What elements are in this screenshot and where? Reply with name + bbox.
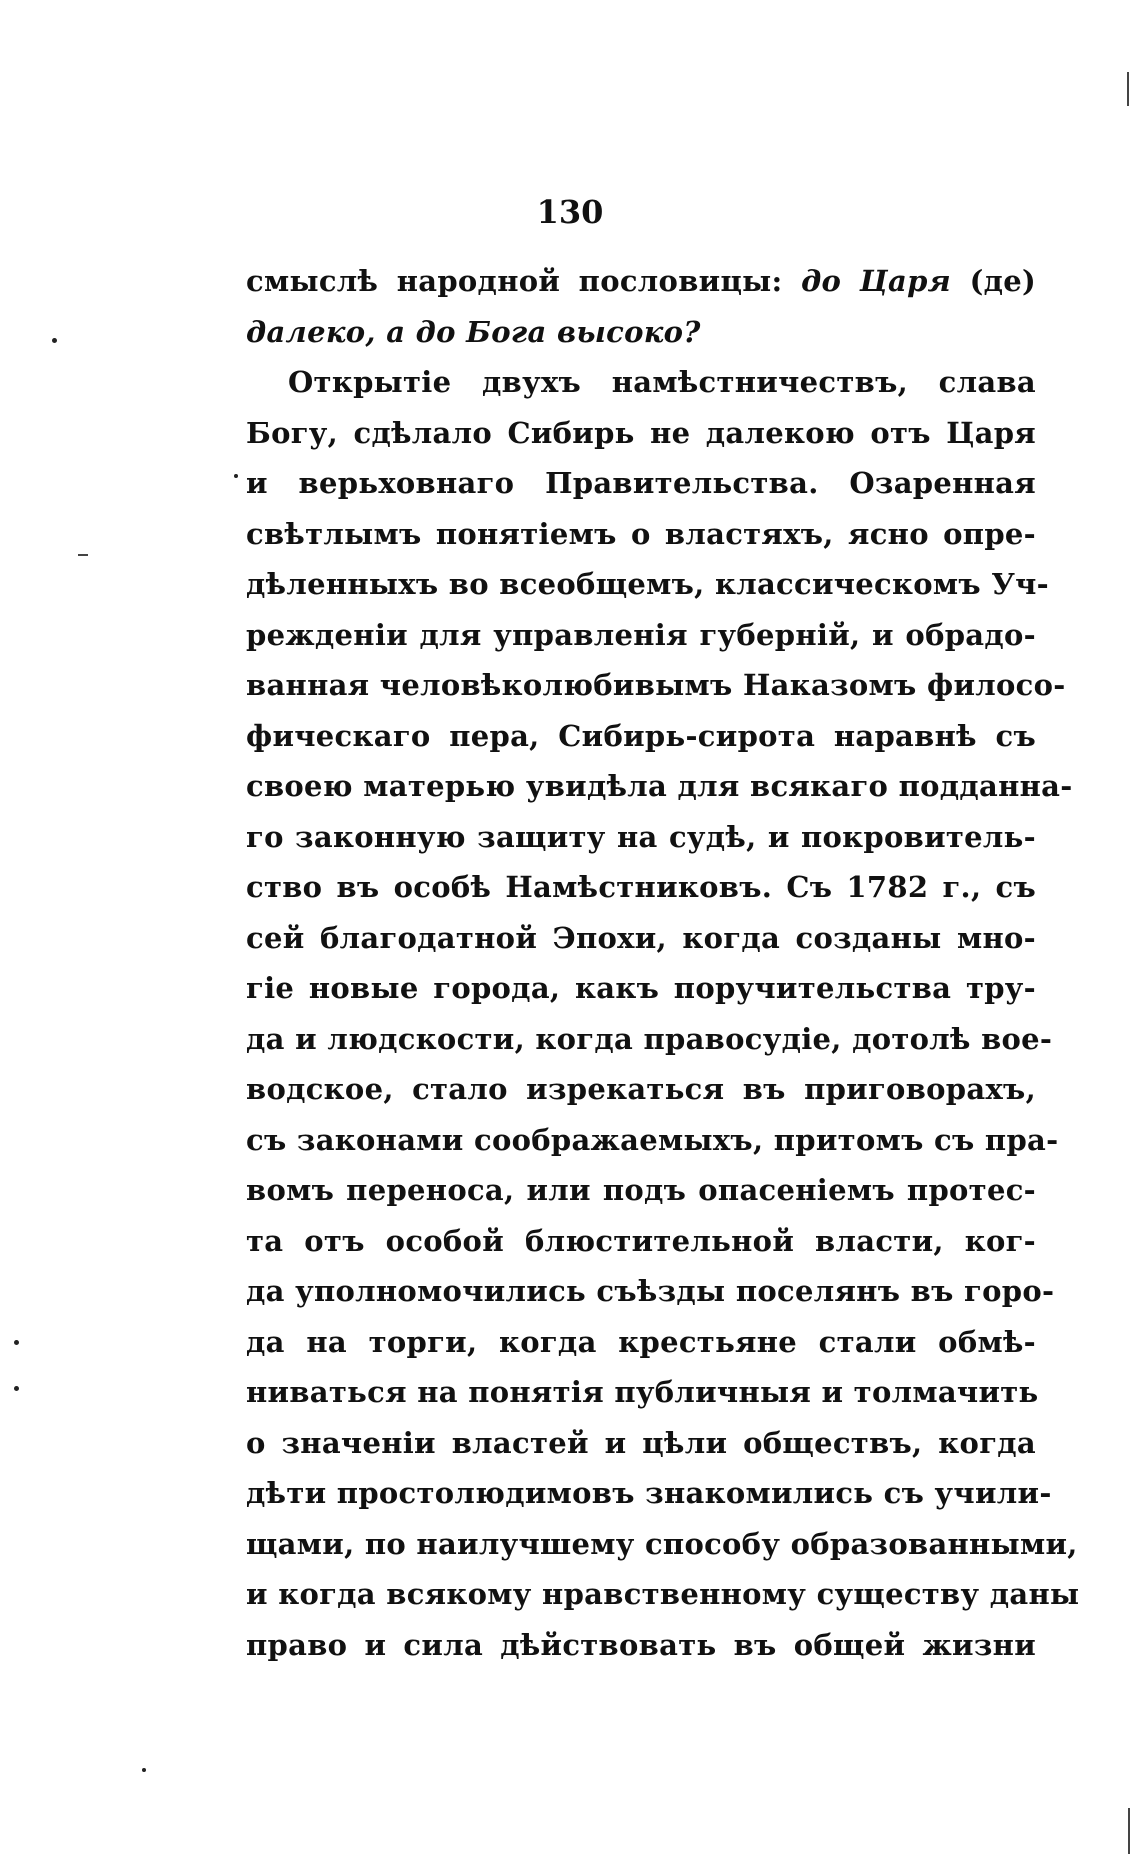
text-line	[246, 963, 1036, 1014]
text-span: съ законами соображаемыхъ, притомъ съ пра-	[246, 1122, 1059, 1157]
text-line	[246, 1266, 1055, 1317]
text-span: право и сила дѣйствовать въ общей жизни	[246, 1627, 1036, 1662]
text-line	[246, 761, 1073, 812]
text-line	[246, 711, 1036, 762]
text-span: да уполномочились съѣзды поселянъ въ горо-	[246, 1274, 1055, 1308]
text-span: и верьховнаго Правительства. Озаренная	[246, 466, 1036, 500]
text-line	[246, 1216, 1036, 1267]
text-span: своею матерью увидѣла для всякаго подданна-	[246, 769, 1073, 803]
text-line	[246, 509, 1036, 560]
text-span: сей благодатной Эпохи, когда созданы мно-	[246, 920, 1036, 955]
text-line	[246, 862, 1036, 913]
text-line	[246, 1064, 1036, 1115]
text-line	[246, 1519, 1078, 1570]
text-span: о значеніи властей и цѣли обществъ, когда	[246, 1425, 1036, 1460]
text-span: ство въ особѣ Намѣстниковъ. Съ 1782 г., съ	[246, 870, 1036, 904]
text-line	[246, 357, 1036, 408]
text-span: да и людскости, когда правосудіе, дотолѣ вое-	[246, 1021, 1053, 1056]
text-line	[246, 307, 1036, 358]
text-line	[246, 1115, 1059, 1166]
text-span: (де)	[951, 264, 1036, 298]
text-span: водское, стало изрекаться въ приговорахъ,	[246, 1072, 1036, 1106]
text-line	[246, 812, 1036, 863]
text-span: и когда всякому нравственному существу даны	[246, 1577, 1080, 1611]
scan-speck	[14, 1386, 19, 1391]
scan-speck	[142, 1768, 146, 1772]
text-span: та отъ особой блюстительной власти, ког-	[246, 1223, 1036, 1258]
scan-speck	[14, 1340, 19, 1345]
text-span: фическаго пера, Сибирь-сирота наравнѣ съ	[246, 718, 1036, 753]
text-line	[246, 1468, 1052, 1519]
text-span: Богу, сдѣлало Сибирь не далекою отъ Царя	[246, 415, 1036, 450]
text-line	[246, 1367, 1039, 1418]
text-span: свѣтлымъ понятіемъ о властяхъ, ясно опре-	[246, 516, 1036, 551]
text-line	[246, 1418, 1036, 1469]
text-span: дѣти простолюдимовъ знакомились съ учили-	[246, 1476, 1052, 1510]
text-line	[246, 559, 1050, 610]
text-line	[246, 913, 1036, 964]
text-span: дѣленныхъ во всеобщемъ, классическомъ Уч-	[246, 567, 1050, 601]
body-text	[246, 256, 1080, 1670]
text-line	[246, 256, 1036, 307]
text-line	[246, 1620, 1036, 1671]
scan-edge-mark	[1128, 1808, 1130, 1854]
text-line	[246, 610, 1036, 661]
page-number: 130	[536, 193, 604, 231]
italic-text: до Царя	[801, 264, 952, 298]
scan-speck	[52, 338, 57, 343]
text-span: да на торги, когда крестьяне стали обмѣ-	[246, 1324, 1036, 1359]
italic-text: далеко, а до Бога высоко?	[246, 314, 701, 349]
text-line	[246, 1014, 1053, 1065]
text-line	[246, 1165, 1036, 1216]
scan-speck	[234, 474, 238, 478]
text-span: гіе новые города, какъ поручительства тру-	[246, 971, 1036, 1005]
scan-edge-mark	[1127, 72, 1129, 106]
text-span: Открытіе двухъ намѣстничествъ, слава	[288, 365, 1036, 399]
text-span: ванная человѣколюбивымъ Наказомъ филосо-	[246, 668, 1066, 702]
text-span: го законную защиту на судѣ, и покровитель-	[246, 819, 1036, 854]
text-line	[246, 1317, 1036, 1368]
text-span: вомъ переноса, или подъ опасеніемъ протес-	[246, 1173, 1036, 1207]
text-line	[246, 1569, 1080, 1620]
text-line	[246, 458, 1036, 509]
text-span: щами, по наилучшему способу образованными,	[246, 1526, 1078, 1561]
text-span: режденіи для управленія губерній, и обрадо-	[246, 617, 1036, 652]
scan-dash	[78, 554, 88, 556]
text-line	[246, 408, 1036, 459]
text-span: ниваться на понятія публичныя и толмачить	[246, 1375, 1039, 1409]
text-span: смыслѣ народной пословицы:	[246, 264, 802, 298]
text-line	[246, 660, 1066, 711]
